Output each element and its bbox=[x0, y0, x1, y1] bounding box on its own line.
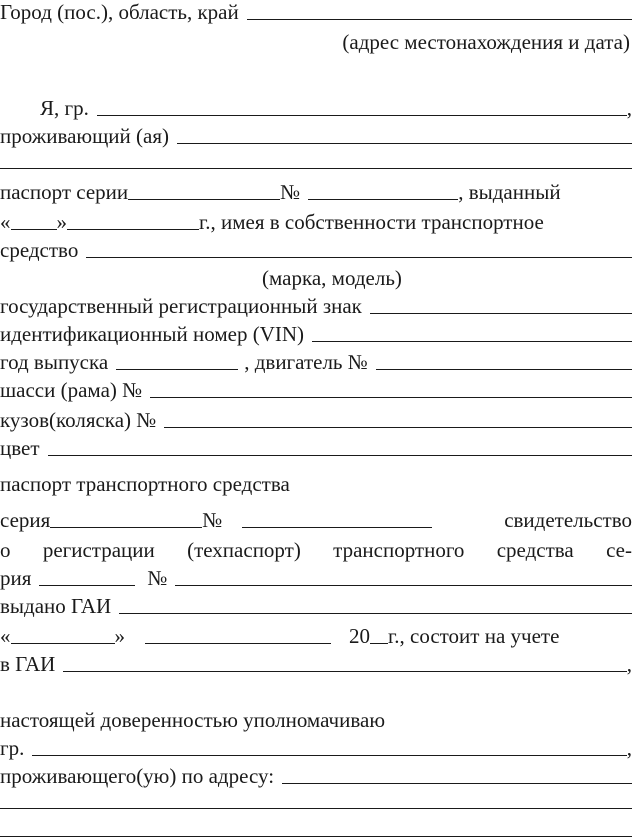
engine-label: , двигатель № bbox=[244, 350, 368, 374]
certificate-series-field[interactable] bbox=[39, 581, 135, 586]
registered-year-field[interactable] bbox=[370, 639, 388, 644]
gai-line bbox=[0, 646, 632, 676]
attorney-address-continuation-field[interactable] bbox=[0, 808, 632, 809]
vin-line bbox=[0, 316, 632, 346]
gai-label: в ГАИ bbox=[0, 652, 56, 676]
engine-field[interactable] bbox=[376, 365, 632, 370]
year-field[interactable] bbox=[116, 365, 238, 370]
passport-line bbox=[0, 174, 632, 204]
vehicle-passport-heading-line bbox=[0, 466, 632, 496]
issued-gai-label: выдано ГАИ bbox=[0, 594, 112, 618]
authorize-line bbox=[0, 702, 632, 732]
year-label: год выпуска bbox=[0, 350, 109, 374]
registered-date-line bbox=[0, 618, 632, 648]
registration-series-field[interactable] bbox=[50, 523, 202, 528]
reg-plate-line bbox=[0, 288, 632, 318]
city-label: Город (пос.), область, край bbox=[0, 0, 239, 24]
tech-word: регистрации bbox=[42, 538, 155, 562]
residing-field[interactable] bbox=[177, 139, 632, 144]
vin-label: идентификационный номер (VIN) bbox=[0, 322, 305, 346]
comma: , bbox=[626, 652, 632, 676]
passport-series-label: паспорт серии bbox=[0, 180, 129, 204]
quote-close: » bbox=[114, 624, 125, 648]
citizen-label: гр. bbox=[0, 736, 25, 760]
tech-word: (техпаспорт) bbox=[187, 538, 301, 562]
series-number-line bbox=[0, 560, 632, 590]
chassis-label: шасси (рама) № bbox=[0, 378, 143, 402]
color-field[interactable] bbox=[48, 451, 632, 456]
make-model-caption: (марка, модель) bbox=[262, 266, 402, 290]
vin-field[interactable] bbox=[312, 337, 632, 342]
tech-word: се- bbox=[606, 538, 632, 562]
issued-gai-field[interactable] bbox=[119, 609, 632, 614]
city-line bbox=[0, 0, 632, 24]
registered-month-field[interactable] bbox=[145, 639, 331, 644]
issue-month-year-field[interactable] bbox=[67, 225, 199, 230]
residing-line bbox=[0, 118, 632, 148]
i-citizen-label: Я, гр. bbox=[40, 96, 89, 120]
registered-day-field[interactable] bbox=[11, 639, 115, 644]
issued-label: , выданный bbox=[458, 180, 561, 204]
tech-passport-line bbox=[0, 532, 632, 562]
tech-word: средства bbox=[496, 538, 574, 562]
chassis-line bbox=[0, 372, 632, 402]
principal-name-field[interactable] bbox=[97, 111, 627, 116]
reg-plate-field[interactable] bbox=[370, 309, 632, 314]
number-sign: № bbox=[202, 508, 223, 532]
issue-day-field[interactable] bbox=[11, 225, 57, 230]
color-line bbox=[0, 430, 632, 460]
residing-label: проживающий (ая) bbox=[0, 124, 169, 148]
comma: , bbox=[626, 736, 632, 760]
ownership-text: г., имея в собственности транспортное bbox=[199, 210, 544, 234]
vehicle-passport-heading: паспорт транспортного средства bbox=[0, 472, 290, 496]
issued-gai-line bbox=[0, 588, 632, 618]
reg-plate-label: государственный регистрационный знак bbox=[0, 294, 362, 318]
certificate-number-field[interactable] bbox=[175, 581, 632, 586]
tech-word: о bbox=[0, 538, 11, 562]
vehicle-label: средство bbox=[0, 238, 79, 262]
quote-open: « bbox=[0, 624, 11, 648]
series-label-2: рия bbox=[0, 566, 32, 590]
body-label: кузов(коляска) № bbox=[0, 408, 157, 432]
number-sign-2: № bbox=[147, 566, 168, 590]
authorize-text: настоящей доверенностью уполномачиваю bbox=[0, 708, 386, 732]
color-label: цвет bbox=[0, 436, 40, 460]
passport-number-field[interactable] bbox=[308, 195, 458, 200]
certificate-label: свидетельство bbox=[504, 508, 632, 532]
spacer bbox=[432, 524, 504, 528]
attorney-address-line bbox=[0, 758, 632, 788]
vehicle-line bbox=[0, 232, 632, 262]
close-quote: » bbox=[56, 210, 67, 234]
open-quote: « bbox=[0, 210, 11, 234]
vehicle-make-field[interactable] bbox=[86, 253, 632, 258]
tech-word: транспортного bbox=[333, 538, 465, 562]
series-label: серия bbox=[0, 508, 51, 532]
number-sign: № bbox=[280, 180, 301, 204]
year-prefix: 20 bbox=[349, 624, 370, 648]
attorney-name-field[interactable] bbox=[32, 751, 626, 756]
body-line bbox=[0, 402, 632, 432]
residing-address-label: проживающего(ую) по адресу: bbox=[0, 764, 275, 788]
body-field[interactable] bbox=[164, 423, 632, 428]
residing-continuation-field[interactable] bbox=[0, 168, 632, 169]
principal-name-line bbox=[0, 90, 632, 120]
year-engine-line bbox=[0, 344, 632, 374]
passport-series-field[interactable] bbox=[128, 195, 280, 200]
comma: , bbox=[626, 96, 632, 120]
attorney-address-continuation-field-2[interactable] bbox=[0, 836, 632, 837]
registration-series-line bbox=[0, 502, 632, 532]
city-field[interactable] bbox=[247, 15, 632, 20]
chassis-field[interactable] bbox=[150, 393, 632, 398]
passport-date-line bbox=[0, 204, 632, 234]
citizen-line bbox=[0, 730, 632, 760]
registered-text: г., состоит на учете bbox=[388, 624, 560, 648]
registration-number-field[interactable] bbox=[242, 523, 432, 528]
attorney-address-field[interactable] bbox=[282, 779, 632, 784]
address-caption: (адрес местонахождения и дата) bbox=[342, 30, 630, 54]
gai-field[interactable] bbox=[63, 667, 626, 672]
